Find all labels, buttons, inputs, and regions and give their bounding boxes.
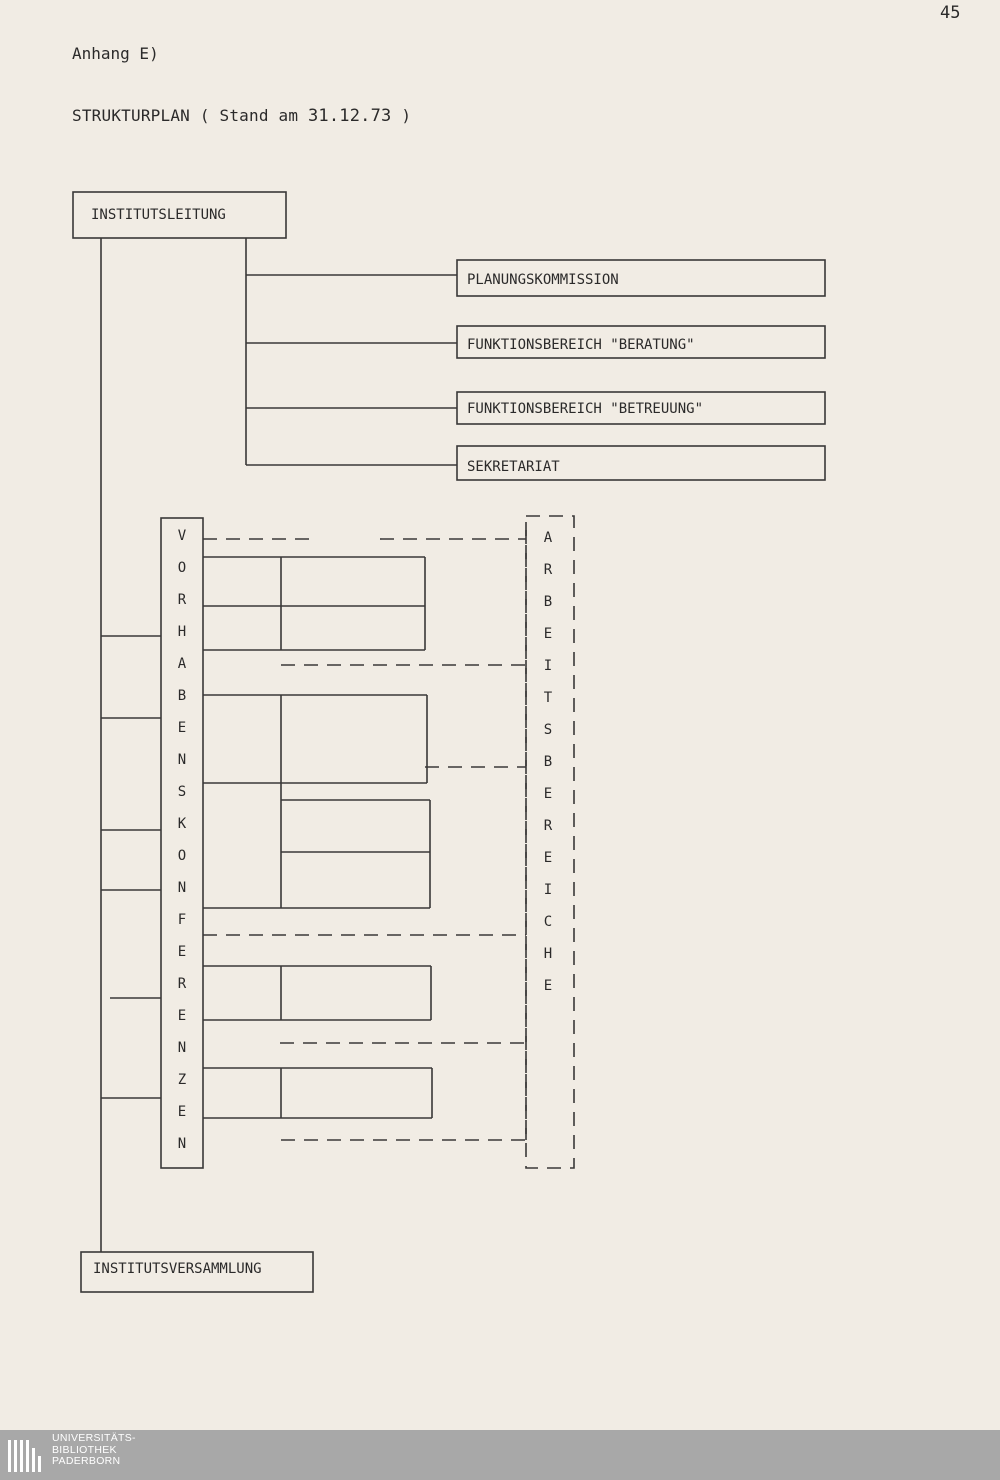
vk-letter: E (177, 944, 187, 960)
ab-letter: E (543, 850, 553, 866)
ab-letter: C (543, 914, 553, 930)
vk-letter: E (177, 1008, 187, 1024)
project-group-4 (203, 966, 431, 1020)
project-group-2 (203, 695, 427, 908)
ab-letter: E (543, 978, 553, 994)
vk-letter: O (177, 848, 187, 864)
project-group-3 (203, 800, 430, 908)
vk-letter: B (177, 688, 187, 704)
institutsleitung-label: INSTITUTSLEITUNG (91, 207, 226, 223)
plan-title-text: STRUKTURPLAN ( Stand am (72, 106, 308, 125)
vk-letter: S (177, 784, 187, 800)
vk-letter: E (177, 1104, 187, 1120)
vk-letter: N (177, 1136, 187, 1152)
ab-letter: H (543, 946, 553, 962)
sekretariat-label: SEKRETARIAT (467, 459, 560, 475)
dashed-connectors (203, 516, 574, 1168)
ab-letter: R (543, 818, 553, 834)
arbeitsbereiche-letters (544, 530, 553, 994)
vk-letter: O (177, 560, 187, 576)
library-name-line1: UNIVERSITÄTS- (52, 1432, 136, 1444)
library-name (52, 1433, 136, 1468)
ab-letter: S (543, 722, 553, 738)
ab-letter: B (543, 754, 553, 770)
vk-letter: V (177, 528, 187, 544)
vk-letter: N (177, 752, 187, 768)
ab-letter: B (543, 594, 553, 610)
vk-letter: N (177, 1040, 187, 1056)
ab-letter: R (543, 562, 553, 578)
vk-letter: Z (177, 1072, 187, 1088)
vk-letter: A (177, 656, 187, 672)
plan-title-end: ) (391, 106, 412, 125)
vk-letter: F (177, 912, 187, 928)
appendix-label: Anhang E) (72, 44, 159, 63)
vk-letter: E (177, 720, 187, 736)
institutsversammlung-label: INSTITUTSVERSAMMLUNG (93, 1261, 262, 1277)
left-stubs (101, 636, 161, 1098)
library-name-line2: BIBLIOTHEK (52, 1443, 117, 1456)
vk-letter: R (177, 592, 187, 608)
arbeitsbereiche-box (526, 516, 574, 1168)
vorhabenskonferenzen-box (161, 518, 203, 1168)
ab-letter: T (543, 690, 553, 706)
ab-letter: A (543, 530, 553, 546)
library-name-line3: PADERBORN (52, 1455, 121, 1467)
ab-letter: E (543, 786, 553, 802)
vk-letter: N (177, 880, 187, 896)
project-group-1 (203, 557, 425, 650)
plan-date: 31.12.73 (308, 106, 392, 126)
page-number: 45 (940, 3, 961, 23)
footer-bar (0, 1430, 1000, 1480)
ab-letter: I (543, 882, 553, 898)
planungskommission-label: PLANUNGSKOMMISSION (467, 272, 619, 288)
project-group-5 (203, 1068, 432, 1118)
library-logo-icon (6, 1434, 46, 1476)
vorhabenskonferenzen-letters (178, 528, 187, 1152)
vk-letter: R (177, 976, 187, 992)
ab-letter: E (543, 626, 553, 642)
betreuung-label: FUNKTIONSBEREICH "BETREUUNG" (467, 401, 704, 417)
vk-letter: H (177, 624, 187, 640)
vk-letter: K (177, 816, 187, 832)
beratung-label: FUNKTIONSBEREICH "BERATUNG" (467, 337, 695, 353)
ab-letter: I (543, 658, 553, 674)
